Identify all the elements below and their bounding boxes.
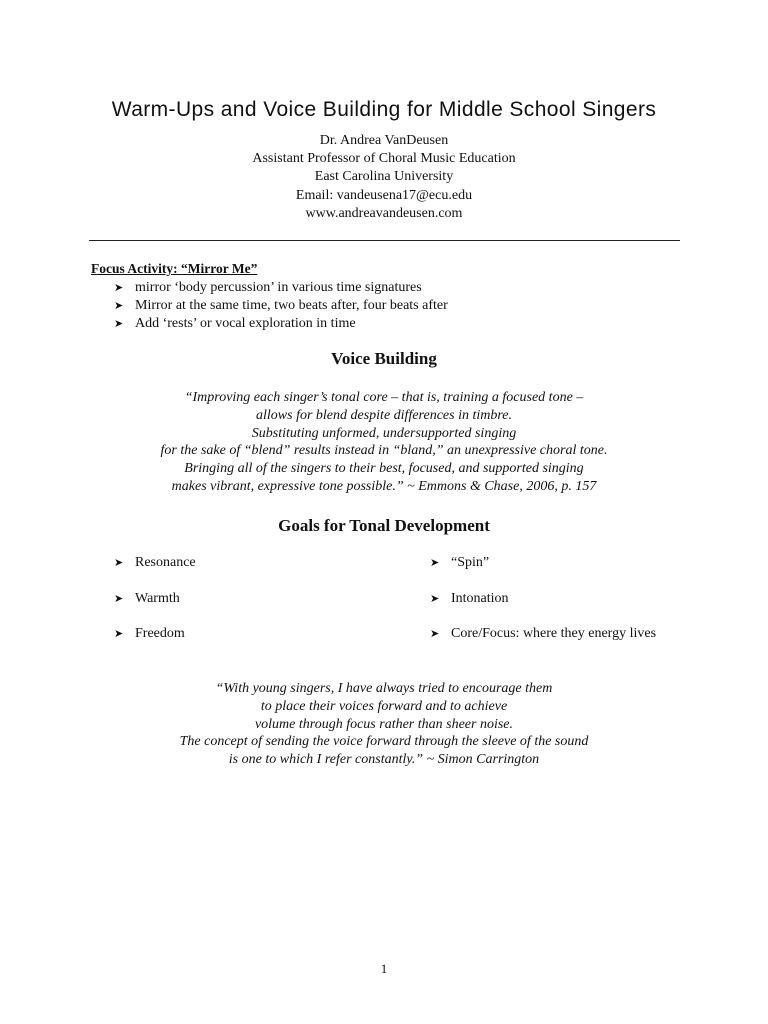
quote-line: makes vibrant, expressive tone possible.” ~ Emmons & Chase, 2006, p. 157: [171, 478, 597, 494]
goal-text: Core/Focus: where they energy lives: [451, 626, 657, 641]
focus-activity-list: [114, 279, 448, 333]
horizontal-divider: [89, 240, 680, 241]
list-item-text: Mirror at the same time, two beats after, four beats after: [135, 298, 448, 313]
quote-line: “With young singers, I have always tried to encourage them: [215, 681, 553, 696]
goals-right-column: [430, 555, 656, 662]
author-name: Dr. Andrea VanDeusen: [319, 133, 449, 148]
list-item: [430, 591, 656, 627]
goal-text: Intonation: [451, 590, 509, 606]
goal-text: Resonance: [135, 555, 196, 570]
voice-building-heading: Voice Building: [331, 349, 437, 368]
quote-line: The concept of sending the voice forward through the sleeve of the sound: [179, 734, 589, 750]
arrowhead-bullet-icon: ➤: [114, 627, 124, 640]
emmons-chase-quote: [0, 389, 768, 496]
list-item: [114, 297, 448, 315]
page-number: 1: [380, 961, 388, 976]
list-item-text: Add ‘rests’ or vocal exploration in time: [135, 316, 356, 331]
goal-text: “Spin”: [451, 555, 490, 570]
author-block: [0, 132, 768, 223]
author-position: Assistant Professor of Choral Music Education: [252, 151, 516, 167]
goals-heading: Goals for Tonal Development: [278, 516, 490, 535]
list-item: [114, 315, 448, 333]
author-email: Email: vandeusena17@ecu.edu: [295, 187, 473, 203]
arrowhead-bullet-icon: ➤: [114, 556, 124, 569]
quote-line: allows for blend despite differences in timbre.: [256, 407, 512, 423]
quote-line: “Improving each singer’s tonal core – that is, training a focused tone –: [184, 390, 584, 405]
goal-text: Freedom: [135, 626, 185, 641]
list-item: [430, 555, 656, 591]
document-title: Warm-Ups and Voice Building for Middle School Singers: [111, 98, 657, 121]
list-item: [430, 626, 656, 662]
arrowhead-bullet-icon: ➤: [114, 591, 124, 605]
quote-line: to place their voices forward and to achieve: [260, 698, 508, 714]
quote-line: Bringing all of the singers to their best, focused, and supported singing: [184, 461, 584, 477]
quote-line: Substituting unformed, undersupported singing: [251, 425, 517, 441]
arrowhead-bullet-icon: ➤: [114, 299, 124, 312]
goals-left-column: [114, 555, 196, 662]
arrowhead-bullet-icon: ➤: [114, 317, 124, 330]
list-item: [114, 279, 448, 297]
goal-text: Warmth: [135, 590, 180, 606]
author-website: www.andreavandeusen.com: [305, 205, 463, 221]
list-item: [114, 591, 196, 627]
author-institution: East Carolina University: [314, 169, 454, 185]
list-item-text: mirror ‘body percussion’ in various time signatures: [135, 280, 422, 295]
arrowhead-bullet-icon: ➤: [430, 591, 440, 605]
carrington-quote: [0, 680, 768, 769]
focus-activity-heading: Focus Activity: “Mirror Me”: [91, 261, 258, 276]
list-item: [114, 626, 196, 662]
arrowhead-bullet-icon: ➤: [114, 281, 124, 294]
arrowhead-bullet-icon: ➤: [430, 627, 440, 640]
quote-line: for the sake of “blend” results instead in “bland,” an unexpressive choral tone.: [160, 443, 608, 459]
list-item: [114, 555, 196, 591]
quote-line: is one to which I refer constantly.” ~ Simon Carrington: [228, 752, 540, 768]
arrowhead-bullet-icon: ➤: [430, 556, 440, 569]
quote-line: volume through focus rather than sheer noise.: [254, 716, 514, 732]
